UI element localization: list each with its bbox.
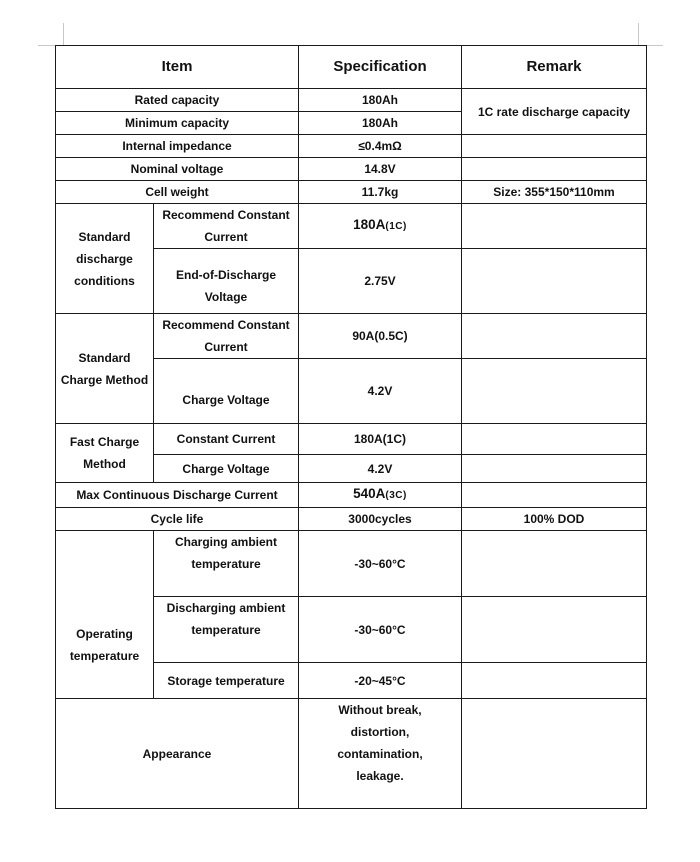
table-row xyxy=(56,89,647,112)
margin-mark-left xyxy=(63,23,64,45)
standard-charge-current-label: Recommend Constant Current xyxy=(154,314,299,359)
standard-charge-current-value: 90A(0.5C) xyxy=(299,314,462,359)
appearance-label: Appearance xyxy=(56,699,299,809)
discharging-ambient-label: Discharging ambient temperature xyxy=(154,597,299,663)
storage-temperature-value: -20~45°C xyxy=(299,663,462,699)
cell-weight-value: 11.7kg xyxy=(299,181,462,204)
charging-ambient-remark xyxy=(462,531,647,597)
table-row xyxy=(56,424,647,455)
fast-charge-voltage-label: Charge Voltage xyxy=(154,455,299,483)
fast-charge-voltage-remark xyxy=(462,455,647,483)
table-row xyxy=(56,508,647,531)
table-row xyxy=(56,135,647,158)
standard-discharge-current-label: Recommend Constant Current xyxy=(154,204,299,249)
standard-discharge-current-value xyxy=(299,204,462,249)
standard-discharge-current-amps: 180A xyxy=(353,217,386,232)
fast-charge-current-label: Constant Current xyxy=(154,424,299,455)
discharging-ambient-value: -30~60°C xyxy=(299,597,462,663)
cell-weight-label: Cell weight xyxy=(56,181,299,204)
fast-charge-voltage-value: 4.2V xyxy=(299,455,462,483)
standard-charge-voltage-value: 4.2V xyxy=(299,359,462,424)
charging-ambient-label: Charging ambient temperature xyxy=(154,531,299,597)
table-row xyxy=(56,181,647,204)
table-row xyxy=(56,483,647,508)
header-remark: Remark xyxy=(462,46,647,89)
specification-table xyxy=(55,45,647,809)
cell-weight-remark: Size: 355*150*110mm xyxy=(462,181,647,204)
internal-impedance-label: Internal impedance xyxy=(56,135,299,158)
standard-discharge-current-rate: (1C) xyxy=(385,221,407,232)
max-discharge-remark xyxy=(462,483,647,508)
fast-charge-current-remark xyxy=(462,424,647,455)
rated-capacity-label: Rated capacity xyxy=(56,89,299,112)
nominal-voltage-label: Nominal voltage xyxy=(56,158,299,181)
minimum-capacity-label: Minimum capacity xyxy=(56,112,299,135)
end-of-discharge-value: 2.75V xyxy=(299,249,462,314)
storage-temperature-remark xyxy=(462,663,647,699)
rated-capacity-value: 180Ah xyxy=(299,89,462,112)
nominal-voltage-remark xyxy=(462,158,647,181)
header-specification: Specification xyxy=(299,46,462,89)
internal-impedance-value: ≤0.4mΩ xyxy=(299,135,462,158)
table-row xyxy=(56,314,647,359)
cycle-life-value: 3000cycles xyxy=(299,508,462,531)
table-row xyxy=(56,204,647,249)
capacity-remark: 1C rate discharge capacity xyxy=(462,89,647,135)
end-of-discharge-remark xyxy=(462,249,647,314)
standard-discharge-current-remark xyxy=(462,204,647,249)
standard-charge-voltage-remark xyxy=(462,359,647,424)
end-of-discharge-label: End-of-Discharge Voltage xyxy=(154,249,299,314)
max-discharge-label: Max Continuous Discharge Current xyxy=(56,483,299,508)
table-row xyxy=(56,699,647,809)
table-row xyxy=(56,531,647,597)
discharging-ambient-remark xyxy=(462,597,647,663)
max-discharge-amps: 540A xyxy=(353,486,386,501)
standard-charge-current-remark xyxy=(462,314,647,359)
standard-discharge-group: Standard discharge conditions xyxy=(56,204,154,314)
fast-charge-group: Fast Charge Method xyxy=(56,424,154,483)
charging-ambient-value: -30~60°C xyxy=(299,531,462,597)
standard-charge-voltage-label: Charge Voltage xyxy=(154,359,299,424)
minimum-capacity-value: 180Ah xyxy=(299,112,462,135)
table-header-row xyxy=(56,46,647,89)
operating-temperature-group: Operating temperature xyxy=(56,531,154,699)
cycle-life-label: Cycle life xyxy=(56,508,299,531)
max-discharge-value xyxy=(299,483,462,508)
standard-charge-group: Standard Charge Method xyxy=(56,314,154,424)
internal-impedance-remark xyxy=(462,135,647,158)
cycle-life-remark: 100% DOD xyxy=(462,508,647,531)
storage-temperature-label: Storage temperature xyxy=(154,663,299,699)
max-discharge-rate: (3C) xyxy=(385,490,407,501)
margin-mark-right xyxy=(638,23,639,45)
appearance-remark xyxy=(462,699,647,809)
fast-charge-current-value: 180A(1C) xyxy=(299,424,462,455)
header-item: Item xyxy=(56,46,299,89)
nominal-voltage-value: 14.8V xyxy=(299,158,462,181)
appearance-value: Without break, distortion, contamination, leakage. xyxy=(299,699,462,809)
table-row xyxy=(56,158,647,181)
